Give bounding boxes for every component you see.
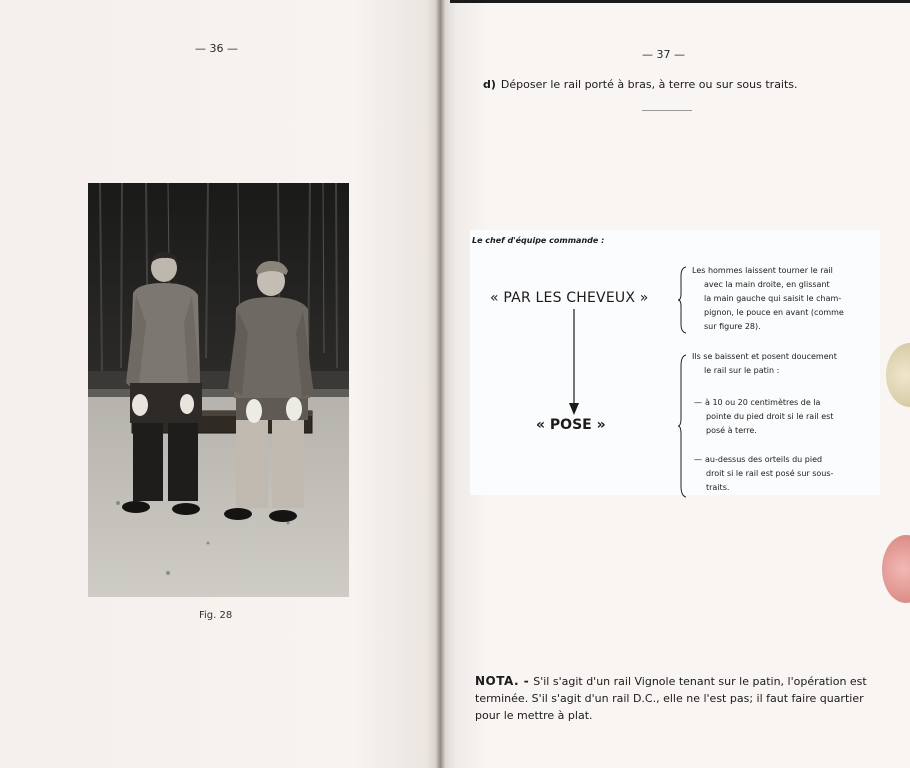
dash-icon: — — [694, 398, 702, 407]
page-edge-shadow — [450, 0, 910, 3]
dash-icon: — — [694, 455, 702, 464]
command-pose: « POSE » — [536, 417, 606, 433]
figure-caption: Fig. 28 — [199, 610, 233, 621]
chef-label: Le chef d'équipe commande : — [472, 236, 605, 245]
nota-paragraph — [475, 673, 869, 724]
step-d — [483, 78, 798, 91]
down-arrow-icon — [568, 309, 580, 417]
command-par-les-cheveux: « PAR LES CHEVEUX » — [490, 290, 649, 306]
page-number-left: — 36 — — [195, 42, 238, 55]
figure-28-photo — [88, 183, 349, 597]
nota-label: NOTA. - — [475, 674, 530, 688]
brace-icon — [678, 354, 688, 498]
brace-icon — [678, 266, 688, 334]
book-spine — [436, 0, 446, 768]
bullet-item: — au-dessus des orteils du pied droit si le rail est posé sur sous- traits. — [694, 455, 834, 492]
page-number-right: — 37 — — [642, 48, 685, 61]
left-page — [0, 0, 440, 768]
step-d-text: Déposer le rail porté à bras, à terre ou sur sous traits. — [500, 78, 798, 91]
explanation-2: Ils se baissent et posent doucement le rail sur le patin : — [692, 352, 837, 375]
step-d-letter: d) — [483, 78, 496, 91]
bullet-item: — à 10 ou 20 centimètres de la pointe du pied droit si le rail est posé à terre. — [694, 398, 834, 435]
divider-rule — [642, 110, 692, 111]
nota-text: S'il s'agit d'un rail Vignole tenant sur le patin, l'opération est terminée. S'il s'agit d'un rail D.C., elle ne l'est pas; il faut faire quartier pour le mettre à plat. — [475, 675, 867, 722]
explanation-1: Les hommes laissent tourner le rail avec la main droite, en glissant la main gauche qui saisit le cham- pignon, le pouce en avant (comme sur figure 28). — [692, 266, 844, 331]
